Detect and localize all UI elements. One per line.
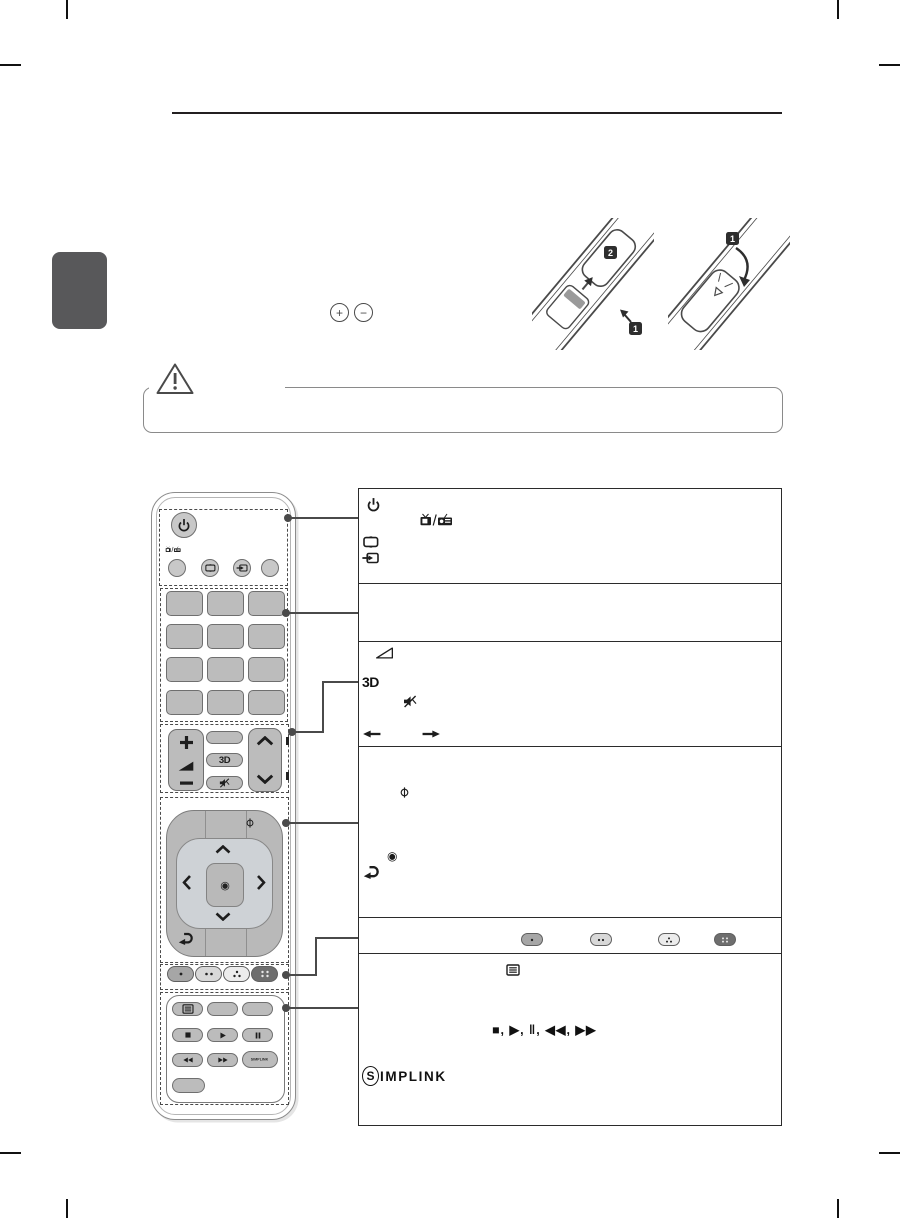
channel-up-icon [256,736,274,746]
volume-slope-icon [375,647,394,659]
simplink-s-icon: S [362,1066,379,1086]
section-header-rule [172,112,782,114]
channel-rocker [248,728,282,792]
back-icon [178,931,193,945]
ad-button [172,1078,205,1093]
page-left-icon [363,730,381,738]
crop-mark-left-lower [0,1152,21,1154]
number-key [166,690,203,715]
color-button-blue [251,966,278,982]
plus-glyph: + [335,305,343,320]
volume-slope-icon [178,761,194,771]
crop-mark-bottom-right [837,1199,839,1218]
chapter-tab [52,252,107,329]
tv-radio-icon [419,513,455,527]
nav-down-icon [215,912,231,921]
table-row-divider [358,746,782,747]
play-button [207,1028,238,1042]
tv-rad-button [168,559,186,577]
simplink-button-label: SIMPLINK [251,1057,269,1062]
color-button-yellow [658,933,680,946]
crop-mark-bottom-left [66,1199,68,1218]
callout-dot-media [282,1004,290,1012]
volume-down-icon [179,781,194,785]
crop-mark-top-left [66,0,68,19]
power-button [171,512,197,538]
callout-dot-volume [288,728,296,736]
callout-line-colors-b [315,937,317,976]
color-button-red [167,966,194,982]
number-key [248,657,285,682]
power-icon [177,518,191,532]
play-icon [220,1032,226,1039]
3d-button [206,753,243,767]
callout-line-volume-b [322,681,324,733]
callout-dot-power [284,514,292,522]
q-menu-icon [246,817,254,829]
bold-dash-mark [286,772,289,780]
callout-dot-numbers [282,609,290,617]
number-key [207,591,244,616]
table-row-divider [358,641,782,642]
callout-dot-colors [282,971,290,979]
stop-icon [185,1032,191,1038]
step-badge: 1 [729,234,736,244]
callout-dot-navigation [282,819,290,827]
number-key [248,624,285,649]
page-right-icon [422,730,440,738]
table-row-divider [358,583,782,584]
nav-left-icon [183,875,192,891]
number-key [166,591,203,616]
input-icon [362,552,379,564]
callout-line-colors-c [315,937,358,939]
fast-forward-icon [218,1057,228,1063]
simplink-button [242,1051,278,1068]
number-key [248,591,285,616]
minus-glyph: − [359,305,367,320]
teletext-icon [182,1004,194,1014]
ratio-icon [363,536,379,548]
crop-mark-left-upper [0,64,21,66]
step-badge: 2 [607,248,614,258]
table-row-divider [358,953,782,954]
fast-forward-button [207,1053,238,1067]
ratio-icon [205,564,216,572]
ok-button [206,863,244,907]
input-icon [236,564,248,572]
energy-saving-button [261,559,279,577]
callout-line-media [285,1007,358,1009]
ok-icon: ◉ [387,849,398,863]
nav-up-icon [215,845,231,854]
step-badge: 1 [632,324,639,334]
topt-button [207,1002,238,1016]
power-icon [366,497,381,512]
subtitle-button [242,1002,273,1016]
input-button [233,559,251,577]
volume-rocker [168,729,204,791]
volume-up-icon [179,735,194,750]
ok-icon: ◉ [220,879,230,892]
stop-button [172,1028,203,1042]
color-button-red [521,933,543,946]
teletext-icon [506,964,520,976]
number-key [207,657,244,682]
warning-triangle-icon [155,362,195,396]
simplink-logo-text: IMPLINK [380,1068,447,1084]
battery-minus-icon [354,303,373,322]
bold-dash-mark [286,737,289,745]
ratio-button [201,559,219,577]
media-control-sequence: ■, ▶, ‖, ◀◀, ▶▶ [492,1023,597,1037]
number-key [248,690,285,715]
number-key [166,624,203,649]
simplink-logo [362,1066,447,1086]
crop-mark-top-right [837,0,839,19]
fav-button [206,731,243,744]
nav-right-icon [257,875,266,891]
color-button-yellow [223,966,250,982]
number-key [166,657,203,682]
callout-line-navigation [285,822,358,824]
channel-down-icon [256,774,274,784]
teletext-button [172,1002,203,1016]
color-button-green [590,933,612,946]
mute-icon [219,778,230,788]
number-key [207,690,244,715]
color-button-blue [714,933,736,946]
rewind-button [172,1053,203,1067]
back-icon [363,864,379,879]
callout-line-numbers [285,612,358,614]
number-key [207,624,244,649]
rewind-icon [183,1057,193,1063]
color-button-green [195,966,222,982]
crop-mark-right-lower [879,1152,900,1154]
pause-icon [255,1032,261,1039]
3d-button-label: 3D [218,754,231,766]
battery-plus-icon [330,303,349,322]
caution-box [143,387,783,433]
pause-button [242,1028,273,1042]
tv-radio-icon [165,546,182,553]
mute-icon [403,695,417,708]
3d-label: 3D [362,674,379,690]
battery-illustration-open [532,218,654,350]
mute-button [206,776,243,790]
crop-mark-right-upper [879,64,900,66]
q-menu-icon [400,786,409,799]
battery-illustration-close [668,218,790,350]
callout-line-power [288,517,358,519]
callout-line-volume-c [322,681,358,683]
table-row-divider [358,917,782,918]
